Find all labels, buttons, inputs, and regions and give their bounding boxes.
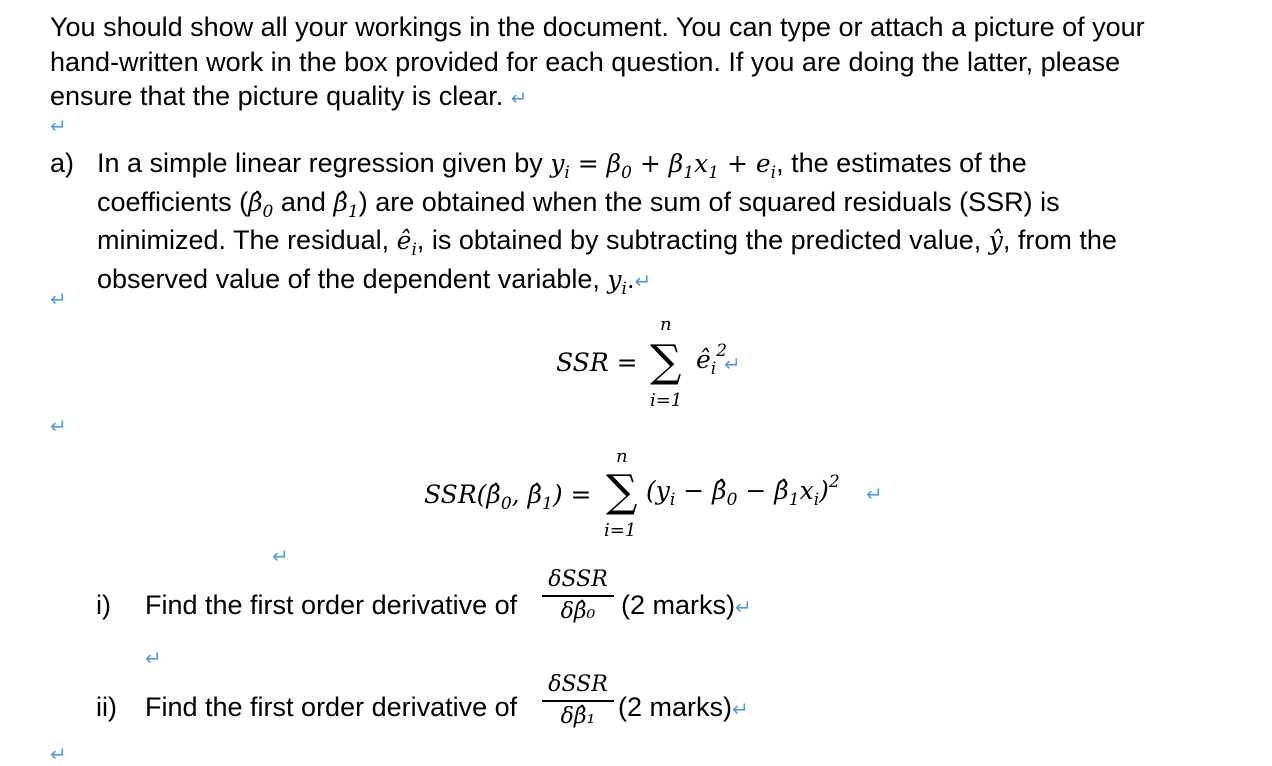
- question-label: a): [50, 148, 75, 178]
- intro-paragraph: [50, 10, 1240, 116]
- sum-upper-limit: n: [616, 446, 628, 467]
- squared-term: ($y_i$ − $\betâ_0$ − $\betâ_1x_i)^2$: [646, 472, 840, 510]
- paragraph-mark-icon: ↵: [510, 86, 528, 110]
- part-i-marks: (2 marks)↵: [621, 590, 752, 620]
- part-i-label: i): [96, 590, 111, 620]
- sum-icon: ∑: [606, 466, 638, 517]
- paragraph-mark-icon: ↵: [634, 268, 652, 293]
- regression-equation: $y_i = \beta_0 + \beta_1x_1 + e_i$: [550, 149, 777, 183]
- ssr-lhs: SSR =: [556, 348, 638, 377]
- paragraph-mark-icon: ↵: [724, 352, 741, 376]
- question-a-body: [97, 146, 1247, 300]
- paragraph-mark-icon: ↵: [145, 646, 162, 670]
- intro-line-2: hand-written work in the box provided for each question. If you are doing the latter, please: [50, 46, 1121, 77]
- paragraph-mark-icon: ↵: [50, 414, 67, 438]
- question-a-line-4: observed value of the dependent variable, $y_i.↵$: [97, 263, 652, 299]
- derivative-fraction-beta1: δSSR δβ̂₁: [542, 672, 614, 729]
- part-i-text: Find the first order derivative of: [145, 590, 518, 620]
- part-ii-marks: (2 marks)↵: [618, 692, 749, 722]
- part-ii-text: Find the first order derivative of: [145, 692, 518, 722]
- squared-residual: $ê_i^2$: [696, 341, 728, 379]
- question-a-line-2: coefficients ($\betâ_0$ and $\betâ_1$) are obtained when the sum of squared residuals (SSR) is: [97, 186, 1060, 222]
- ssr-function-lhs: $SSR(\betâ_0$, $\betâ_1$) =: [424, 480, 592, 514]
- sum-lower-limit: i=1: [650, 390, 683, 411]
- intro-line-1: You should show all your workings in the document. You can type or attach a picture of your: [50, 12, 1145, 42]
- paragraph-mark-icon: ↵: [866, 482, 883, 506]
- part-ii-label: ii): [96, 692, 117, 722]
- paragraph-mark-icon: ↵: [272, 544, 289, 568]
- sum-lower-limit: i=1: [604, 520, 637, 541]
- paragraph-mark-icon: ↵: [50, 114, 67, 138]
- intro-line-3: ensure that the picture quality is clear. ↵: [50, 81, 528, 111]
- question-a-line-3: minimized. The residual, $ê_i$, is obtained by subtracting the predicted value, ŷ, from the: [97, 225, 1117, 260]
- derivative-fraction-beta0: δSSR δβ̂₀: [542, 567, 614, 624]
- paragraph-mark-icon: ↵: [732, 697, 749, 721]
- paragraph-mark-icon: ↵: [735, 595, 752, 619]
- paragraph-mark-icon: ↵: [50, 742, 67, 766]
- sum-icon: ∑: [650, 336, 682, 387]
- paragraph-mark-icon: ↵: [50, 287, 67, 311]
- sum-upper-limit: n: [660, 314, 672, 335]
- question-a-line-1: In a simple linear regression given by $y_i = \beta_0 + \beta_1x_1 + e_i$, the estimates of the: [97, 148, 1027, 183]
